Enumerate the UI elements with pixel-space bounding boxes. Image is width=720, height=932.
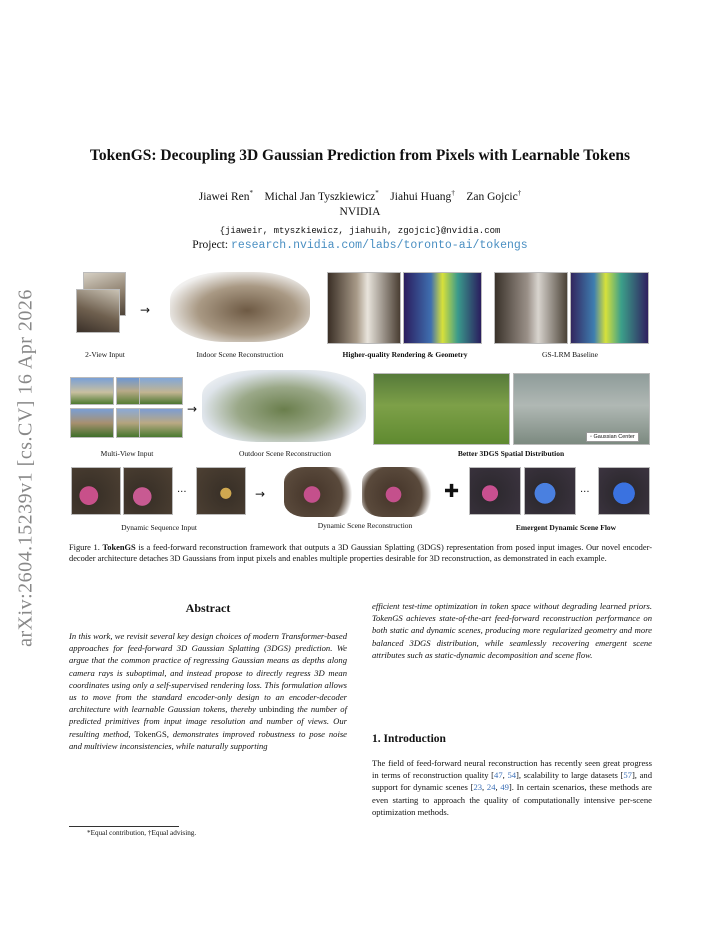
scene-flow-image-2: [524, 467, 576, 515]
abstract-text-left: In this work, we revisit several key design choices of modern Transformer-based approaches for feed-forward 3D Gaussian Splatting (3DGS) prediction. We argue that the common practice of regressing Gaussian means as depths along camera rays is suboptimal, and instead propose to directly regress 3D mean coordinates using only a self-supervised rendering loss. This formulation allows us to move from the standard encoder-only design to an encoder-decoder architecture with learnable Gaussian tokens, thereby unbinding the number of predicted primitives from input image resolution and number of views. Our resulting method, TokenGS, demonstrates improved robustness to pose noise and multiview inconsistencies, while naturally supporting: [69, 631, 347, 751]
multi-view-image-1: [70, 377, 114, 405]
multi-view-image-6: [139, 408, 183, 438]
multi-view-image-4: [70, 408, 114, 438]
paper-title: TokenGS: Decoupling 3D Gaussian Prediction from Pixels with Learnable Tokens: [89, 147, 631, 164]
citation-link[interactable]: 54: [507, 770, 517, 781]
caption-higher-quality-rendering: Higher-quality Rendering & Geometry: [342, 350, 468, 359]
caption-indoor-reconstruction: Indoor Scene Reconstruction: [196, 350, 284, 359]
figure-caption: Figure 1. TokenGS is a feed-forward reconstruction framework that outputs a 3D Gaussian Splatting (3DGS) representation from posed input images. Our novel encoder-decoder architecture detaches 3D Gaussians from input pixels and enables multiple properties desirable for 3D reconstruction, as demonstrated in each example.: [69, 543, 652, 563]
baseline-depth-image: [570, 272, 649, 344]
gaussian-center-legend: ◦ Gaussian Center: [586, 432, 639, 442]
indoor-reconstruction-image: [170, 272, 310, 342]
input-view-image-2: [76, 289, 120, 333]
footnote: *Equal contribution, †Equal advising.: [87, 829, 197, 837]
author-4: Zan Gojcic†: [466, 189, 522, 203]
author-emails: {jiaweir, mtyszkiewicz, jiahuih, zgojcic}@nvidia.com: [219, 226, 501, 236]
caption-emergent-scene-flow: Emergent Dynamic Scene Flow: [515, 523, 617, 532]
caption-outdoor-reconstruction: Outdoor Scene Reconstruction: [238, 449, 332, 458]
citation-link[interactable]: 24: [486, 782, 496, 793]
affiliation: NVIDIA: [339, 206, 381, 218]
citation-link[interactable]: 49: [500, 782, 509, 793]
rendering-rgb-image: [327, 272, 401, 344]
citation-link[interactable]: 23: [473, 782, 483, 793]
caption-dynamic-sequence-input: Dynamic Sequence Input: [121, 523, 197, 532]
arrow-icon: →: [255, 487, 266, 501]
arrow-icon: →: [187, 402, 198, 416]
caption-multi-view-input: Multi-View Input: [100, 449, 154, 458]
plus-icon: ✚: [444, 481, 460, 502]
rendering-depth-image: [403, 272, 482, 344]
citation-link[interactable]: 47: [494, 770, 503, 781]
spatial-distribution-image: [373, 373, 510, 445]
baseline-rgb-image: [494, 272, 568, 344]
author-2: Michal Jan Tyszkiewicz*: [264, 189, 379, 203]
project-link[interactable]: research.nvidia.com/labs/toronto-ai/tokengs: [230, 239, 528, 252]
footnote-rule: [69, 826, 179, 827]
caption-gs-lrm-baseline: GS-LRM Baseline: [541, 350, 599, 359]
arxiv-watermark: arXiv:2604.15239v1 [cs.CV] 16 Apr 2026: [14, 289, 37, 647]
ellipsis-icon: ···: [177, 487, 187, 498]
caption-better-3dgs-distribution: Better 3DGS Spatial Distribution: [457, 449, 565, 458]
dynamic-reconstruction-image-1: [284, 467, 354, 517]
dynamic-input-image-2: [123, 467, 173, 515]
multi-view-image-3: [139, 377, 183, 405]
project-line: [0, 239, 720, 252]
dynamic-reconstruction-image-2: [362, 467, 432, 517]
caption-dynamic-reconstruction: Dynamic Scene Reconstruction: [317, 521, 413, 530]
author-3: Jiahui Huang†: [390, 189, 455, 203]
dynamic-input-image-3: [196, 467, 246, 515]
abstract-text-right: efficient test-time optimization in token space without degrading learned priors. TokenGS achieves state-of-the-art feed-forward reconstruction performance on both static and dynamic scenes, producing more regularized geometry and more balanced 3DGS distribution, while seamlessly recovering emergent scene attributes such as static-dynamic decomposition and scene flow.: [372, 601, 652, 660]
arrow-icon: →: [140, 303, 151, 317]
scene-flow-image-3: [598, 467, 650, 515]
author-list: [0, 189, 720, 203]
ellipsis-icon: ···: [580, 487, 590, 498]
caption-2-view-input: 2-View Input: [85, 350, 125, 359]
author-1: Jiawei Ren*: [198, 189, 254, 203]
outdoor-reconstruction-image: [202, 370, 366, 442]
project-label: Project:: [192, 239, 229, 251]
abstract-heading: Abstract: [185, 601, 231, 615]
introduction-heading: 1. Introduction: [372, 733, 446, 745]
citation-link[interactable]: 57: [623, 770, 632, 781]
dynamic-input-image-1: [71, 467, 121, 515]
introduction-text: The field of feed-forward neural reconstruction has recently seen great progress in terms of reconstruction quality [47, 54], scalability to large datasets [57], and support for dynamic scenes [23, 24, 49]. In certain scenarios, these methods are even starting to approach the quality of computationally intensive per-scene optimization methods.: [372, 758, 653, 817]
scene-flow-image-1: [469, 467, 521, 515]
